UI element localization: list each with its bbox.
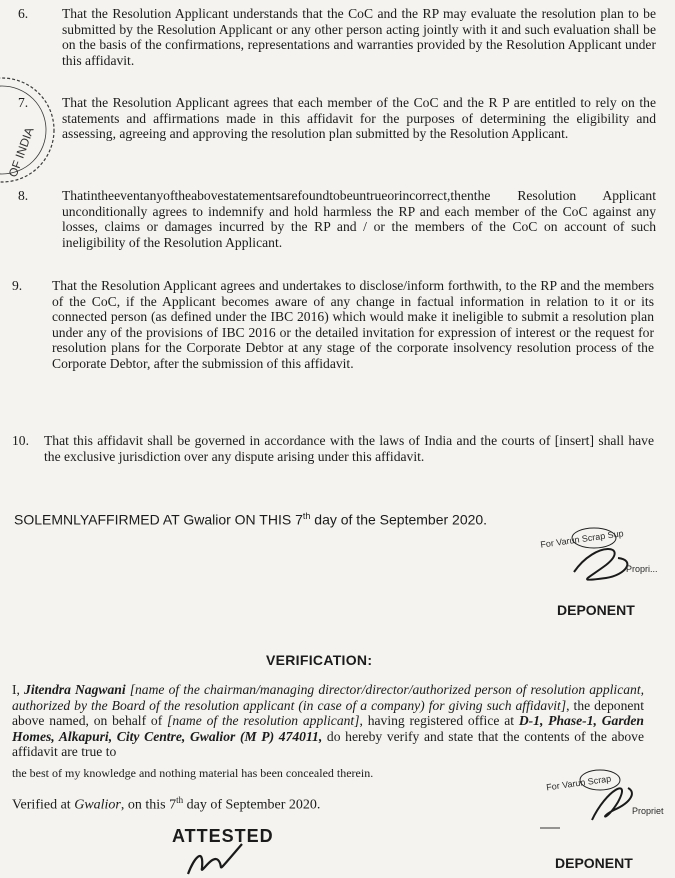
- verification-paragraph: I, Jitendra Nagwani [name of the chairman/managing director/director/authorized person of resolution applicant, authorized by the Board of the resolution applicant (in case of a company) for giving such affidavit], the deponent above named, on behalf of [name of the resolution applicant], having registered office at D-1, Phase-1, Garden Homes, Alkapuri, City Centre, Gwalior (M P) 474011, do hereby verify and state that the contents of the above affidavit are true to: [12, 682, 645, 760]
- clause-number: 10.: [12, 433, 29, 448]
- clause-text: That the Resolution Applicant understands that the CoC and the RP may evaluate the resolution plan to be submitted by the Resolution Applicant or any other person acting jointly with it and such evaluation shall be on the basis of the confirmations, representations and warranties provided by the Resolution Applicant under this affidavit.: [62, 6, 656, 68]
- deponent-label-2: DEPONENT: [555, 855, 633, 871]
- verification-title: VERIFICATION:: [266, 652, 373, 668]
- verification-last-line: the best of my knowledge and nothing material has been concealed therein.: [12, 766, 374, 780]
- clause-number: 7.: [18, 95, 29, 110]
- attestation-signature-icon: [180, 838, 250, 878]
- clause-text: That this affidavit shall be governed in accordance with the laws of India and the courts of [insert] shall have the exclusive jurisdiction over any dispute arising under this affidavit.: [44, 433, 654, 464]
- company-stamp-signature-2: For Varun Scrap Propriet: [540, 762, 675, 832]
- clause-text: Thatintheeventanyoftheabovestatementsarefoundtobeuntrueorincorrect,thenthe Resolution Applicant unconditionally agrees to indemnify and hold harmless the RP and each member of the CoC against any losses, claims or damages incurred by the RP and / or the members of the CoC on account of such ineligibility of the Resolution Applicant.: [62, 188, 656, 250]
- clause-number: 8.: [18, 188, 29, 203]
- clause-text: That the Resolution Applicant agrees that each member of the CoC and the R P are entitled to rely on the statements and affirmations made in this affidavit for the purposes of determining the eligibility and assessing, agreeing and approving the resolution plan submitted by the Resolution Applicant.: [62, 95, 656, 142]
- signature-icon: [540, 762, 675, 832]
- svg-text:OF INDIA: OF INDIA: [5, 125, 37, 180]
- clause-number: 6.: [18, 6, 29, 21]
- company-stamp-signature: For Varun Scrap Sup Propri...: [536, 520, 675, 592]
- solemn-affirmation: SOLEMNLYAFFIRMED AT Gwalior ON THIS 7th day of the September 2020.: [14, 511, 488, 528]
- clause-text: That the Resolution Applicant agrees and undertakes to disclose/inform forthwith, to the RP and the members of the CoC, if the Applicant becomes aware of any change in factual information in relation to it or its connected person (as defined under the IBC 2016) which would make it ineligible to submit a resolution plan under any of the provisions of IBC 2016 or the detailed invitation for expression of interest or the request for resolution plans for the Corporate Debtor at any stage of the corporate insolvency resolution process of the Corporate Debtor, after the submission of this affidavit.: [52, 278, 654, 371]
- notary-seal-icon: [0, 70, 62, 190]
- clause-number: 9.: [12, 278, 23, 293]
- deponent-label: DEPONENT: [557, 602, 635, 618]
- attested-stamp: ATTESTED: [172, 826, 274, 846]
- verified-at: Verified at Gwalior, on this 7th day of September 2020.: [12, 795, 321, 813]
